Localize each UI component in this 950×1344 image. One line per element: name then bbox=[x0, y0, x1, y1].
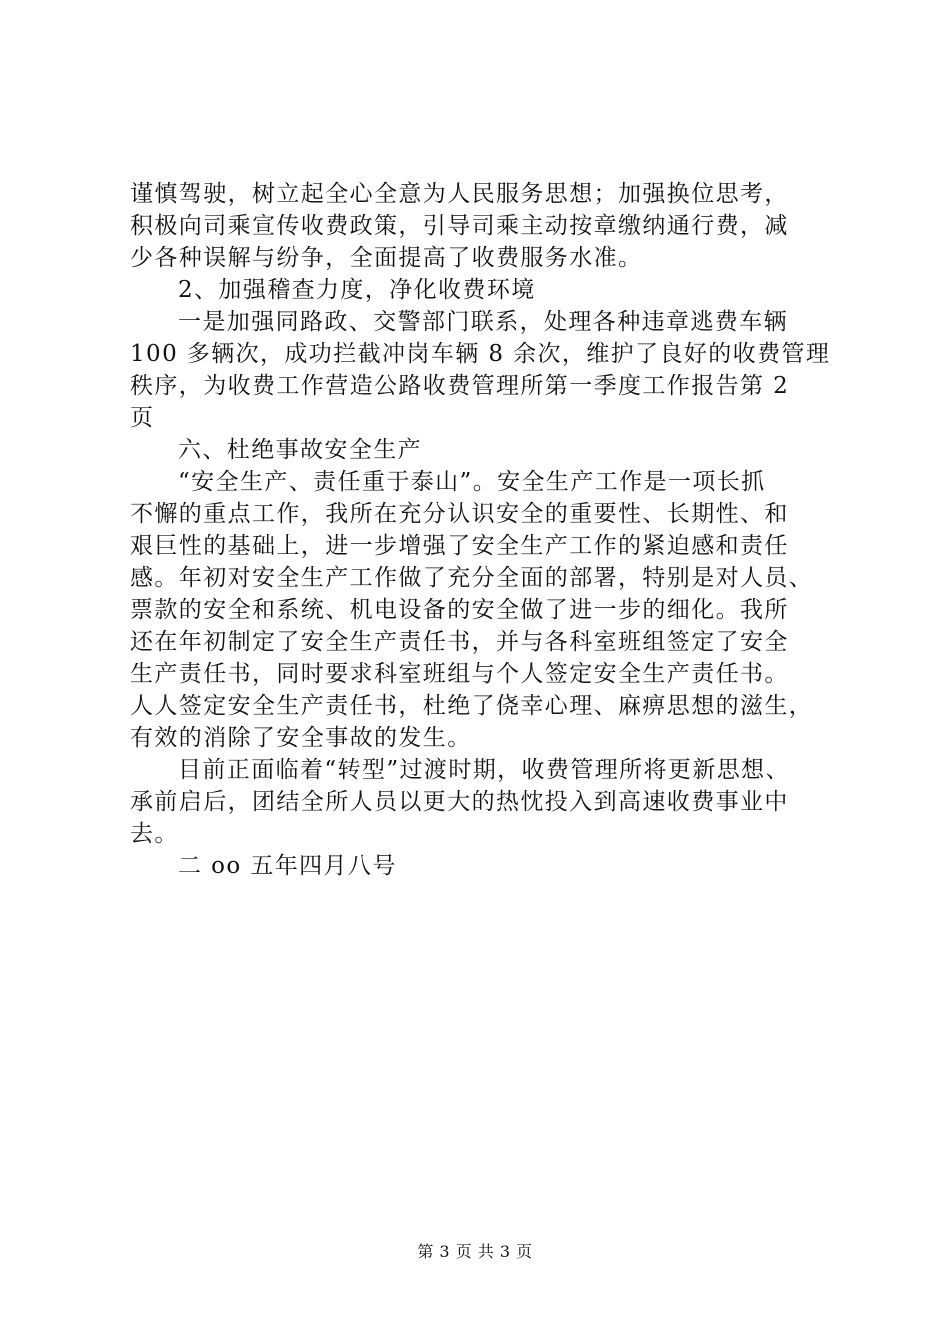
body-text-line: 艰巨性的基础上，进一步增强了安全生产工作的紧迫感和责任 bbox=[130, 533, 789, 559]
body-text-line: 承前启后，团结全所人员以更大的热忱投入到高速收费事业中 bbox=[130, 789, 789, 815]
body-text-line: “安全生产、责任重于泰山”。安全生产工作是一项长抓 bbox=[178, 469, 766, 495]
section-heading: 六、杜绝事故安全生产 bbox=[178, 437, 422, 463]
body-text-line: 还在年初制定了安全生产责任书，并与各科室班组签定了安全 bbox=[130, 629, 789, 655]
body-text-line: 感。年初对安全生产工作做了充分全面的部署，特别是对人员、 bbox=[130, 565, 814, 591]
page-number-footer: 第 3 页 共 3 页 bbox=[417, 1242, 533, 1261]
body-text-line: 积极向司乘宣传收费政策，引导司乘主动按章缴纳通行费，减 bbox=[130, 213, 789, 239]
body-text-line: 去。 bbox=[130, 821, 179, 847]
body-text-line: 一是加强同路政、交警部门联系，处理各种违章逃费车辆 bbox=[178, 309, 788, 335]
body-text-line: 生产责任书，同时要求科室班组与个人签定安全生产责任书。 bbox=[130, 661, 789, 687]
body-text-line: 有效的消除了安全事故的发生。 bbox=[130, 725, 472, 751]
body-text-line: 100 多辆次，成功拦截冲岗车辆 8 余次，维护了良好的收费管理 bbox=[130, 341, 831, 367]
date-line: 二 oo 五年四月八号 bbox=[178, 853, 397, 879]
body-text-line: 页 bbox=[130, 405, 155, 431]
body-text-line: 票款的安全和系统、机电设备的安全做了进一步的细化。我所 bbox=[130, 597, 789, 623]
body-text-line: 不懈的重点工作，我所在充分认识安全的重要性、长期性、和 bbox=[130, 501, 789, 527]
body-text-line: 秩序，为收费工作营造公路收费管理所第一季度工作报告第 2 bbox=[130, 373, 790, 399]
body-text-line: 少各种误解与纷争，全面提高了收费服务水准。 bbox=[130, 245, 643, 271]
body-text-line: 人人签定安全生产责任书，杜绝了侥幸心理、麻痹思想的滋生， bbox=[130, 693, 814, 719]
body-text-line: 谨慎驾驶，树立起全心全意为人民服务思想；加强换位思考， bbox=[130, 181, 789, 207]
section-heading: 2、加强稽查力度，净化收费环境 bbox=[178, 277, 536, 303]
body-text-line: 目前正面临着“转型”过渡时期，收费管理所将更新思想、 bbox=[178, 757, 790, 783]
